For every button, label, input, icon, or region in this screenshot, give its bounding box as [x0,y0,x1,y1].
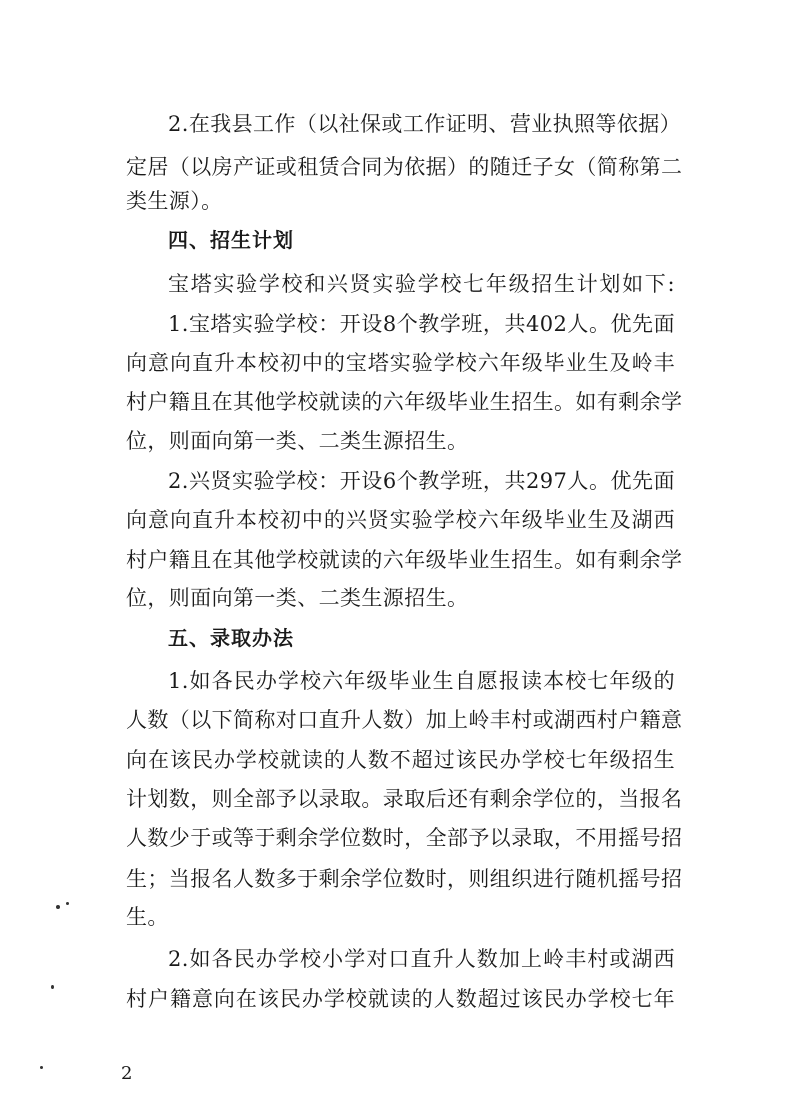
scan-speck [56,905,60,909]
paragraph-line: 2.在我县工作（以社保或工作证明、营业执照等依据） [168,112,682,136]
paragraph-line: 村户籍且在其他学校就读的六年级毕业生招生。如有剩余学 [126,548,683,572]
scan-speck [51,985,54,989]
paragraph-line: 向意向直升本校初中的兴贤实验学校六年级毕业生及湖西 [126,508,675,532]
paragraph-line: 1.如各民办学校六年级毕业生自愿报读本校七年级的 [168,669,675,693]
paragraph-line: 村户籍且在其他学校就读的六年级毕业生招生。如有剩余学 [126,390,683,414]
scan-speck [40,1066,43,1069]
paragraph-line: 2.兴贤实验学校：开设6个教学班，共297人。优先面 [168,469,675,493]
paragraph-line: 生。 [126,905,169,929]
section-heading: 四、招生计划 [168,228,294,252]
paragraph-line: 类生源）。 [126,189,223,213]
paragraph-line: 人数少于或等于剩余学位数时，全部予以录取，不用摇号招 [126,826,683,850]
paragraph-line: 宝塔实验学校和兴贤实验学校七年级招生计划如下: [168,272,675,296]
paragraph-line: 生；当报名人数多于剩余学位数时，则组织进行随机摇号招 [126,867,683,891]
paragraph-line: 2.如各民办学校小学对口直升人数加上岭丰村或湖西 [168,947,675,971]
paragraph-line: 1.宝塔实验学校：开设8个教学班，共402人。优先面 [168,312,675,336]
paragraph-line: 位，则面向第一类、二类生源招生。 [126,586,469,610]
paragraph-line: 计划数，则全部予以录取。录取后还有剩余学位的，当报名 [126,787,683,811]
paragraph-line: 人数（以下简称对口直升人数）加上岭丰村或湖西村户籍意 [126,708,683,732]
scan-speck [66,902,69,905]
section-heading: 五、录取办法 [168,626,294,650]
paragraph-line: 向在该民办学校就读的人数不超过该民办学校七年级招生 [126,748,675,772]
paragraph-line: 村户籍意向在该民办学校就读的人数超过该民办学校七年 [126,987,675,1011]
paragraph-line: 位，则面向第一类、二类生源招生。 [126,429,469,453]
page-number: 2 [121,1063,133,1084]
paragraph-line: 向意向直升本校初中的宝塔实验学校六年级毕业生及岭丰 [126,351,675,375]
paragraph-line: 定居（以房产证或租赁合同为依据）的随迁子女（简称第二 [126,155,683,179]
